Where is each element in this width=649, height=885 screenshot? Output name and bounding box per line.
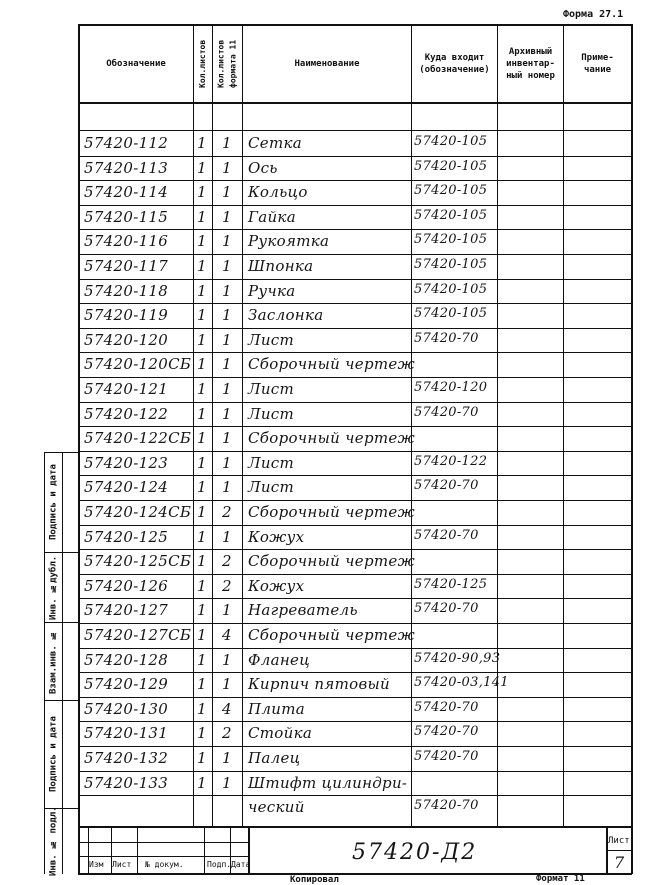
header-archive: Архивный инвентар- ный номер [506,46,555,81]
row-name: Плита [248,699,305,718]
row-name: Кирпич пятовый [248,675,390,694]
row-sheets-format: 2 [222,503,232,521]
row-sheets-count: 1 [197,134,207,152]
row-designation: 57420-114 [84,183,169,202]
row-name: Заслонка [248,306,324,325]
side-label-sign-date-top: Подпись и дата [48,464,59,541]
side-label-vzam-inv: Взам.инв. № [48,629,59,694]
row-sheets-format: 1 [222,453,232,472]
row-sheets-format: 1 [222,478,232,497]
row-where-used: 57420-105 [414,207,488,223]
row-designation: 57420-117 [84,257,169,275]
row-sheets-format: 1 [222,650,232,669]
row-designation: 57420-112 [84,134,169,152]
row-name: Рукоятка [248,232,330,251]
row-name: Лист [248,404,295,423]
row-sheets-count: 1 [197,650,207,669]
document-code: 57420-Д2 [352,840,478,865]
row-sheets-format: 1 [222,232,232,251]
row-name: ческий [248,798,305,817]
row-sheets-count: 1 [197,158,207,177]
row-sheets-count: 1 [197,380,207,398]
side-strip-mid [62,452,63,874]
side-label-sign-date-bottom: Подпись и дата [48,716,59,793]
tb-label-doc-no: № докум. [145,860,184,869]
row-where-used: 57420-122 [414,453,488,469]
row-sheets-count: 1 [197,306,207,325]
row-sheets-count: 1 [197,601,207,620]
row-sheets-format: 1 [222,257,232,275]
row-name: Сборочный чертеж [248,552,415,571]
row-name: Ручка [248,281,296,300]
row-sheets-count: 1 [197,626,207,644]
row-where-used: 57420-105 [414,134,488,149]
row-where-used: 57420-70 [414,330,479,346]
row-sheets-format: 1 [222,134,232,152]
row-sheets-format: 4 [222,626,232,644]
row-where-used: 57420-70 [414,601,479,617]
row-sheets-count: 1 [197,330,207,349]
row-sheets-format: 1 [222,207,232,226]
row-sheets-count: 1 [197,355,207,374]
row-where-used: 57420-105 [414,158,488,174]
row-designation: 57420-115 [84,207,169,226]
row-where-used: 57420-105 [414,306,488,322]
row-where-used: 57420-70 [414,527,479,543]
header-sheets-count: Кол.листов [198,39,207,88]
row-sheets-format: 1 [222,749,232,767]
footer-copied: Копировал [290,875,339,885]
tb-label-izm: Изм [89,860,104,869]
row-where-used: 57420-70 [414,478,479,494]
row-designation: 57420-131 [84,724,169,743]
sheet-number: 7 [614,853,625,872]
row-sheets-count: 1 [197,478,207,497]
row-where-used: 57420-70 [414,724,479,740]
row-designation: 57420-129 [84,675,169,694]
row-where-used: 57420-70 [414,749,479,764]
row-name: Палец [248,749,301,767]
row-sheets-format: 2 [222,552,232,571]
header-sheets-format: Кол.листов формата 11 [216,39,238,88]
row-name: Фланец [248,650,310,669]
row-designation: 57420-130 [84,699,169,718]
row-designation: 57420-119 [84,306,169,325]
row-name: Ось [248,158,278,177]
row-where-used: 57420-70 [414,699,479,715]
side-label-inv-podl: Инв. № подл. [48,806,59,877]
tb-label-podp: Подп. [207,860,232,869]
tb-label-data: Дата [231,860,251,869]
row-designation: 57420-123 [84,453,169,472]
row-designation: 57420-127 [84,601,169,620]
row-where-used: 57420-70 [414,404,479,420]
header-where-used: Куда входит (обозначение) [419,52,490,75]
row-sheets-format: 1 [222,330,232,349]
row-name: Стойка [248,724,313,743]
row-name: Шпонка [248,257,314,275]
row-sheets-format: 1 [222,601,232,620]
row-designation: 57420-121 [84,380,169,398]
row-name: Штифт цилиндри- [248,773,408,792]
row-designation: 57420-124СБ [84,503,192,521]
row-sheets-format: 1 [222,675,232,694]
row-name: Кольцо [248,183,308,202]
row-sheets-format: 1 [222,380,232,398]
row-sheets-format: 1 [222,183,232,202]
row-designation: 57420-120 [84,330,169,349]
row-designation: 57420-132 [84,749,169,767]
row-designation: 57420-120СБ [84,355,192,374]
row-where-used: 57420-105 [414,232,488,248]
header-bottom [78,102,632,104]
row-sheets-count: 1 [197,773,207,792]
side-label-inv-dubl: Инв. №дубл. [48,555,59,620]
row-sheets-count: 1 [197,527,207,546]
sheet-label: Лист [608,836,630,846]
row-sheets-count: 1 [197,552,207,571]
row-where-used: 57420-105 [414,257,488,272]
row-sheets-format: 4 [222,699,232,718]
titleblock-row2 [78,856,248,857]
row-name: Сетка [248,134,302,152]
row-designation: 57420-125 [84,527,169,546]
row-name: Сборочный чертеж [248,626,415,644]
row-sheets-count: 1 [197,724,207,743]
row-sheets-format: 1 [222,158,232,177]
tb-v4 [204,826,205,873]
row-name: Лист [248,478,295,497]
row-sheets-count: 1 [197,404,207,423]
row-name: Лист [248,453,295,472]
row-sheets-count: 1 [197,207,207,226]
row-where-used: 57420-70 [414,798,479,814]
row-designation: 57420-125СБ [84,552,192,571]
row-sheets-count: 1 [197,675,207,694]
row-sheets-count: 1 [197,429,207,448]
titleblock-top [78,826,632,828]
row-sheets-count: 1 [197,281,207,300]
row-name: Кожух [248,576,305,595]
tb-sheet-sep [606,850,632,851]
row-designation: 57420-122 [84,404,169,423]
tb-label-list: Лист [112,860,132,869]
tb-v3 [137,826,138,873]
row-sheets-count: 1 [197,699,207,718]
row-sheets-format: 1 [222,355,232,374]
row-designation: 57420-133 [84,773,169,792]
row-sheets-count: 1 [197,749,207,767]
row-name: Сборочный чертеж [248,429,415,448]
row-sheets-count: 1 [197,183,207,202]
table-row [78,795,632,820]
row-designation: 57420-124 [84,478,169,497]
row-designation: 57420-128 [84,650,169,669]
row-sheets-count: 1 [197,576,207,595]
row-where-used: 57420-105 [414,281,488,297]
footer-format: Формат 11 [536,874,585,884]
row-designation: 57420-116 [84,232,169,251]
row-where-used: 57420-125 [414,576,488,592]
row-name: Нагреватель [248,601,358,620]
form-label: Форма 27.1 [563,9,624,20]
titleblock-row1 [78,842,248,843]
row-where-used: 57420-120 [414,380,488,395]
row-sheets-format: 2 [222,724,232,743]
row-sheets-count: 1 [197,503,207,521]
row-sheets-format: 1 [222,281,232,300]
row-designation: 57420-127СБ [84,626,192,644]
row-designation: 57420-126 [84,576,169,595]
row-designation: 57420-118 [84,281,169,300]
row-name: Гайка [248,207,296,226]
row-sheets-format: 1 [222,429,232,448]
row-sheets-count: 1 [197,453,207,472]
row-name: Лист [248,330,295,349]
row-name: Сборочный чертеж [248,355,415,374]
row-name: Лист [248,380,295,398]
row-sheets-count: 1 [197,257,207,275]
header-name: Наименование [294,58,360,69]
row-sheets-format: 1 [222,404,232,423]
header-designation: Обозначение [106,58,166,69]
row-where-used: 57420-03,141 [414,675,509,691]
row-sheets-format: 1 [222,527,232,546]
header-note: Приме- чание [581,52,614,75]
row-sheets-format: 1 [222,306,232,325]
row-designation: 57420-122СБ [84,429,192,448]
row-sheets-format: 2 [222,576,232,595]
row-name: Кожух [248,527,305,546]
row-where-used: 57420-105 [414,183,488,199]
row-designation: 57420-113 [84,158,169,177]
row-where-used: 57420-90,93 [414,650,501,666]
row-sheets-count: 1 [197,232,207,251]
row-name: Сборочный чертеж [248,503,415,521]
row-sheets-format: 1 [222,773,232,792]
